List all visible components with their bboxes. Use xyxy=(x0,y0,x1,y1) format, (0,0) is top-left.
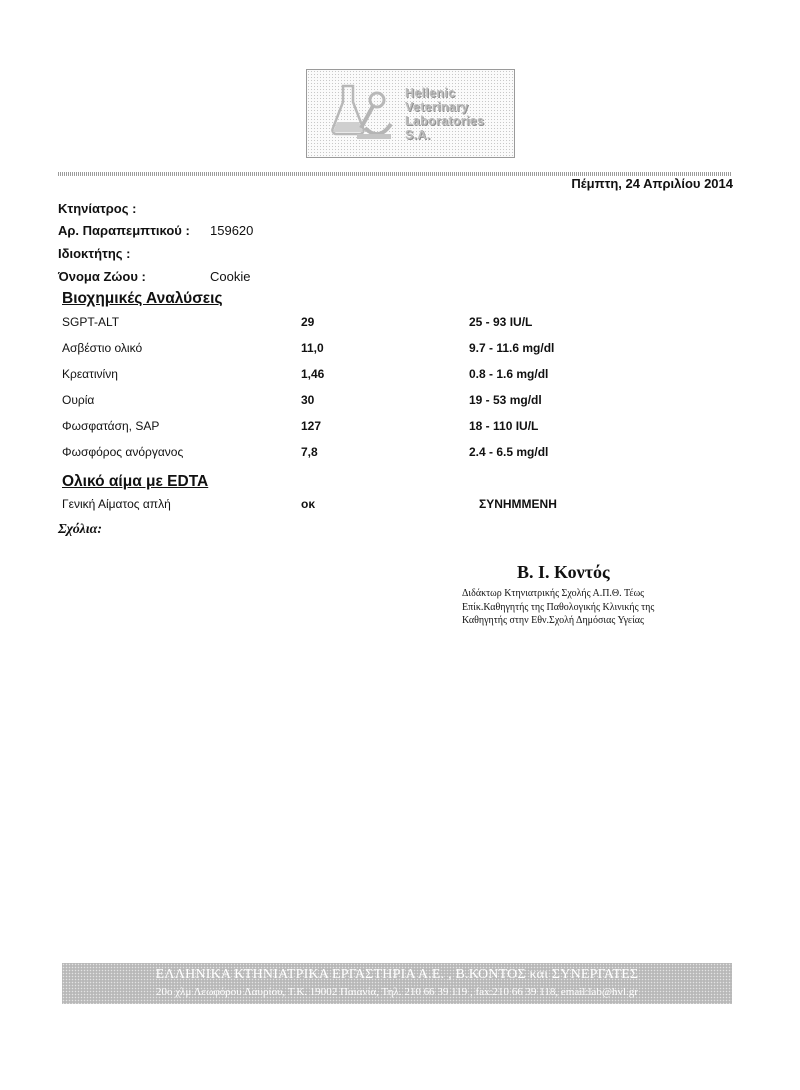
test-name: Ουρία xyxy=(62,393,95,407)
test-value: 30 xyxy=(301,393,315,407)
test-name: Κρεατινίνη xyxy=(62,367,118,381)
test-row xyxy=(62,315,662,331)
company-logo xyxy=(306,69,515,158)
report-date: Πέμπτη, 24 Απριλίου 2014 xyxy=(571,176,733,191)
section-title-edta: Ολικό αίμα με EDTA xyxy=(62,473,209,490)
signer-name: Β. Ι. Κοντός xyxy=(517,562,610,582)
footer-banner xyxy=(62,963,732,1004)
test-name: Γενική Αίματος απλή xyxy=(62,497,171,511)
test-name: Φωσφόρος ανόργανος xyxy=(62,445,184,459)
logo-line: Hellenic xyxy=(405,86,456,100)
test-name: Φωσφατάση, SAP xyxy=(62,419,160,433)
referral-value: 159620 xyxy=(210,223,254,238)
signer-credential-line: Καθηγητής στην Εθν.Σχολή Δημόσιας Υγείας xyxy=(462,615,645,626)
test-reference: 19 - 53 mg/dl xyxy=(469,393,542,407)
owner-label: Ιδιοκτήτης : xyxy=(58,246,131,261)
test-reference: 18 - 110 IU/L xyxy=(469,419,539,433)
test-row xyxy=(62,497,662,513)
test-value: 127 xyxy=(301,419,322,433)
section-title-biochemistry: Βιοχημικές Αναλύσεις xyxy=(62,290,223,307)
footer-company: ΕΛΛΗΝΙΚΑ ΚΤΗΝΙΑΤΡΙΚΑ ΕΡΓΑΣΤΗΡΙΑ Α.Ε. , Β.ΚΟΝΤΟΣ και ΣΥΝΕΡΓΑΤΕΣ xyxy=(155,967,639,982)
signer-credential-line: Επίκ.Καθηγητής της Παθολογικής Κλινικής της xyxy=(462,601,655,613)
test-row xyxy=(62,341,662,357)
test-reference: 2.4 - 6.5 mg/dl xyxy=(469,445,549,459)
footer-contact: 20ο χλμ Λεωφόρου Λαυρίου, Τ.Κ. 19002 Παιανία, Τηλ. 210 66 39 119 , fax:210 66 39 118, email:lab@hvl.gr xyxy=(156,986,638,998)
animal-value: Cookie xyxy=(210,269,251,284)
test-name: SGPT-ALT xyxy=(62,315,120,329)
test-value: 29 xyxy=(301,315,315,329)
test-reference: 25 - 93 IU/L xyxy=(469,315,533,329)
signer-credentials xyxy=(462,587,654,628)
test-reference: 0.8 - 1.6 mg/dl xyxy=(469,367,549,381)
test-name: Ασβέστιο ολικό xyxy=(62,341,143,355)
test-value: 7,8 xyxy=(301,445,318,459)
logo-text xyxy=(405,86,511,142)
test-row xyxy=(62,367,662,383)
test-value: 1,46 xyxy=(301,367,325,381)
test-value: οκ xyxy=(301,497,316,511)
test-reference: ΣΥΝΗΜΜΕΝΗ xyxy=(479,497,557,511)
test-row xyxy=(62,393,662,409)
test-reference: 9.7 - 11.6 mg/dl xyxy=(469,341,555,355)
logo-line: Laboratories xyxy=(405,114,485,128)
test-row xyxy=(62,419,662,435)
test-value: 11,0 xyxy=(301,341,324,355)
logo-line: Veterinary xyxy=(405,100,469,114)
animal-label: Όνομα Ζώου : xyxy=(58,269,146,284)
test-row xyxy=(62,445,662,461)
microscope-flask-icon xyxy=(329,78,401,150)
vet-label: Κτηνίατρος : xyxy=(58,201,137,216)
referral-label: Αρ. Παραπεμπτικού : xyxy=(58,223,190,238)
signer-credential-line: Διδάκτωρ Κτηνιατρικής Σχολής Α.Π.Θ. Τέως xyxy=(462,588,645,599)
logo-line: S.A. xyxy=(405,128,431,142)
comments-label: Σχόλια: xyxy=(58,522,103,537)
